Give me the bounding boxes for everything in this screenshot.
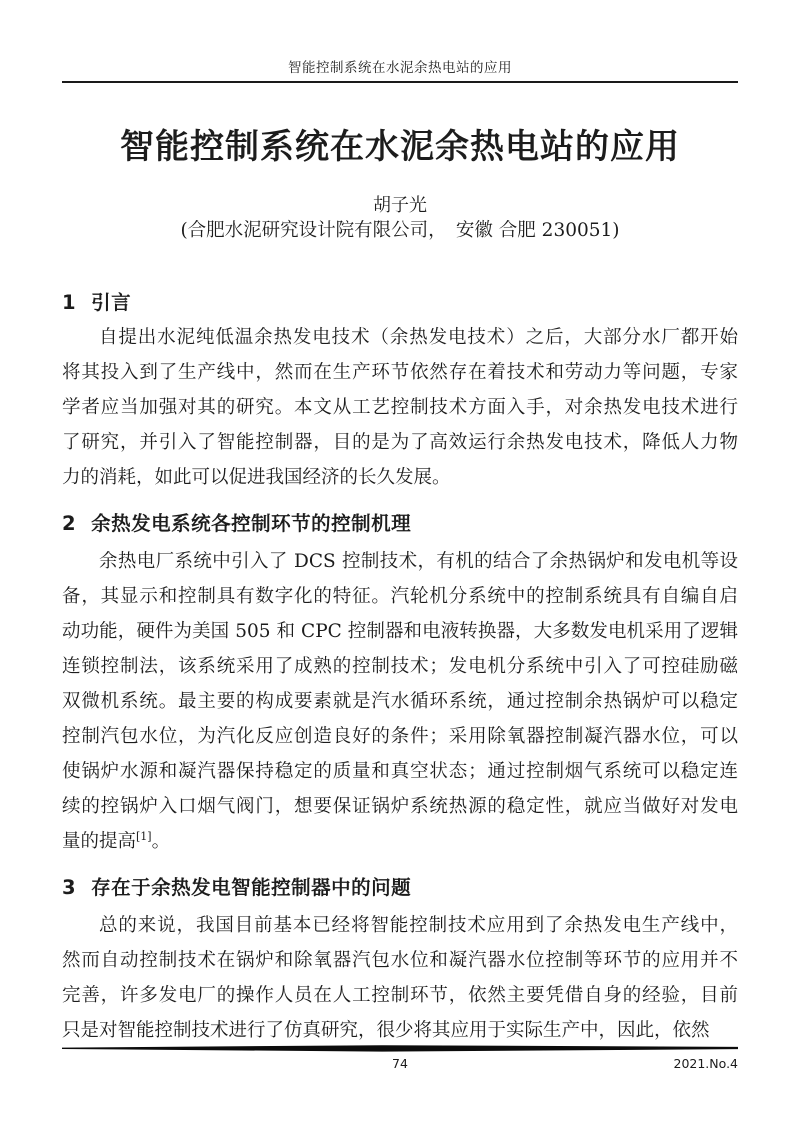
paper-title: 智能控制系统在水泥余热电站的应用 <box>120 127 680 167</box>
author-affiliation: (合肥水泥研究设计院有限公司， 安徽 合肥 230051) <box>180 220 620 241</box>
paragraph-line: 了研究，并引入了智能控制器，目的是为了高效运行余热发电技术，降低人力物 <box>62 432 738 453</box>
paragraph-line: 总的来说，我国目前基本已经将智能控制技术应用到了余热发电生产线中， <box>99 915 738 936</box>
section-1 <box>62 285 738 495</box>
issue-number: 2021.No.4 <box>673 1056 738 1071</box>
paragraph-line: 完善，许多发电厂的操作人员在人工控制环节，依然主要凭借自身的经验，目前 <box>62 985 738 1006</box>
citation-ref: [1] <box>136 829 152 843</box>
paragraph-line: 将其投入到了生产线中，然而在生产环节依然存在着技术和劳动力等问题，专家 <box>62 362 738 383</box>
footer-rule <box>62 1045 738 1052</box>
paragraph-line: 力的消耗，如此可以促进我国经济的长久发展。 <box>62 467 451 488</box>
section-title: 引言 <box>91 291 132 314</box>
paragraph <box>62 908 738 1048</box>
paragraph-line: 连锁控制法，该系统采用了成熟的控制技术；发电机分系统中引入了可控硅励磁 <box>62 656 738 677</box>
section-3 <box>62 870 738 1048</box>
paragraph-line: 动功能，硬件为美国 505 和 CPC 控制器和电液转换器，大多数发电机采用了逻辑 <box>62 621 738 642</box>
paragraph-line: 备，其显示和控制具有数字化的特征。汽轮机分系统中的控制系统具有自编自启 <box>62 586 738 607</box>
paragraph-line: 余热电厂系统中引入了 DCS 控制技术，有机的结合了余热锅炉和发电机等设 <box>99 551 738 572</box>
section-2 <box>62 506 738 859</box>
section-heading <box>62 870 738 905</box>
page-number: 74 <box>392 1056 408 1071</box>
section-title: 余热发电系统各控制环节的控制机理 <box>91 512 412 535</box>
section-heading <box>62 285 738 320</box>
paragraph <box>62 320 738 495</box>
paragraph-line: 学者应当加强对其的研究。本文从工艺控制技术方面入手，对余热发电技术进行 <box>62 397 738 418</box>
paragraph-line: 控制汽包水位，为汽化反应创造良好的条件；采用除氧器控制凝汽器水位，可以 <box>62 726 738 747</box>
header-rule <box>62 81 738 83</box>
section-number: 3 <box>62 876 77 899</box>
paragraph-line: 然而自动控制技术在锅炉和除氧器汽包水位和凝汽器水位控制等环节的应用并不 <box>62 950 738 971</box>
page-footer <box>62 1045 738 1072</box>
author-name: 胡子光 <box>373 195 427 216</box>
paragraph-line: 只是对智能控制技术进行了仿真研究，很少将其应用于实际生产中，因此，依然 <box>62 1020 710 1041</box>
article-body <box>62 285 738 1048</box>
running-header: 智能控制系统在水泥余热电站的应用 <box>288 60 512 76</box>
paragraph-line: 使锅炉水源和凝汽器保持稳定的质量和真空状态；通过控制烟气系统可以稳定连 <box>62 761 738 782</box>
section-heading <box>62 506 738 541</box>
paragraph-line: 续的控锅炉入口烟气阀门，想要保证锅炉系统热源的稳定性，就应当做好对发电 <box>62 796 738 817</box>
footer-row <box>62 1055 738 1072</box>
paragraph-line: 双微机系统。最主要的构成要素就是汽水循环系统，通过控制余热锅炉可以稳定 <box>62 691 738 712</box>
paragraph-line: 自提出水泥纯低温余热发电技术（余热发电技术）之后，大部分水厂都开始 <box>99 327 738 348</box>
paragraph <box>62 544 738 859</box>
section-number: 1 <box>62 291 77 314</box>
paragraph-line: 量的提高[1]。 <box>62 829 171 852</box>
section-number: 2 <box>62 512 77 535</box>
section-title: 存在于余热发电智能控制器中的问题 <box>91 876 412 899</box>
